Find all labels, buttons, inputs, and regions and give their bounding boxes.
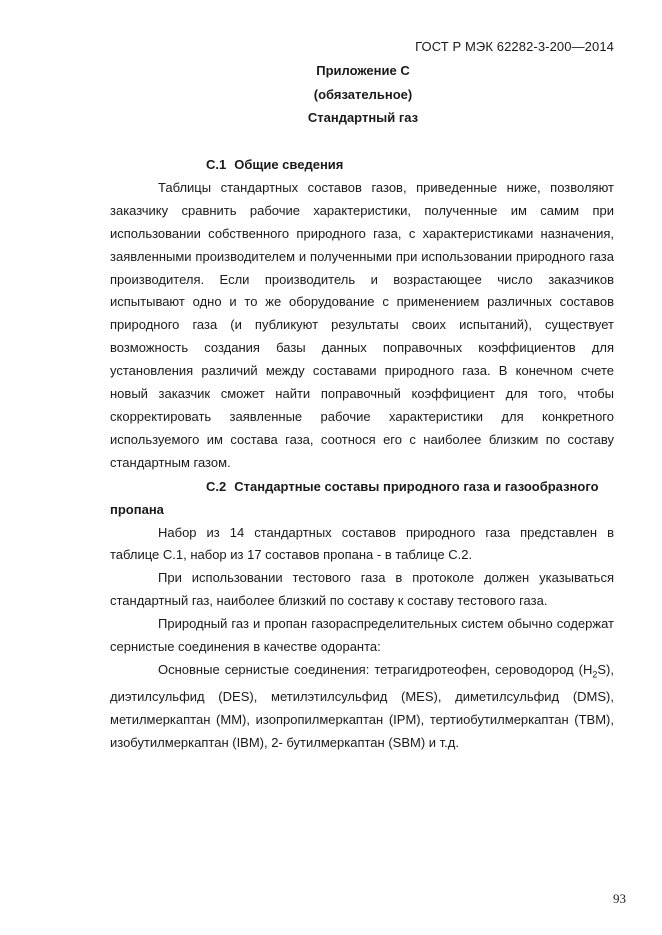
page-number: 93	[613, 891, 626, 906]
appendix-name: Стандартный газ	[307, 110, 419, 125]
appendix-title: Приложение С	[316, 63, 410, 78]
paragraph-text: S), диэтилсульфид (DES), метилэтилсульфид (MES), диметилсульфид (DMS), метилмеркаптан (MM), изопропилмеркаптан (IPM), тертиобутилмеркаптан (TBM), изобутилмеркаптан (IBM), 2- бутилмеркаптан (SBM) и т.д.	[110, 661, 614, 751]
section-title: Стандартные составы природного газа и газообразного пропана	[110, 478, 599, 517]
appendix-status: (обязательное)	[313, 87, 413, 102]
paragraph	[110, 659, 614, 755]
document-number: ГОСТ Р МЭК 62282-3-200—2014	[415, 39, 614, 54]
section-heading	[110, 154, 614, 177]
subscript: 2	[592, 669, 598, 680]
section-title: Общие сведения	[234, 157, 344, 172]
paragraph: Таблицы стандартных составов газов, приведенные ниже, позволяют заказчику сравнить рабочие характеристики, полученные им самим при использовании собственного природного газа, с характеристиками назначения, заявленными производителем и полученными при использовании природного газа производителя. Если производитель и возрастающее число заказчиков испытывают одно и то же оборудование с применением различных составов природного газа (и публикуют результаты своих испытаний), существует возможность создания базы данных поправочных коэффициентов для установления различий между составами природного газа. В конечном счете новый заказчик сможет найти поправочный коэффициент для того, чтобы скорректировать заявленные рабочие характеристики для конкретного используемого им состава газа, соотнося его с наиболее близким по составу стандартным газом.	[110, 179, 614, 470]
paragraph: При использовании тестового газа в протоколе должен указываться стандартный газ, наиболее близкий по составу к составу тестового газа.	[110, 570, 614, 609]
paragraph: Набор из 14 стандартных составов природного газа представлен в таблице С.1, набор из 17 составов пропана - в таблице С.2.	[110, 524, 614, 563]
paragraph-text: Основные сернистые соединения: тетрагидротеофен, сероводород (H	[158, 661, 593, 677]
section-heading	[110, 476, 614, 522]
section-number: С.2	[206, 478, 227, 494]
document-body	[110, 154, 614, 755]
section-number: С.1	[206, 157, 227, 172]
paragraph: Природный газ и пропан газораспределительных систем обычно содержат сернистые соединения в качестве одоранта:	[110, 616, 614, 655]
